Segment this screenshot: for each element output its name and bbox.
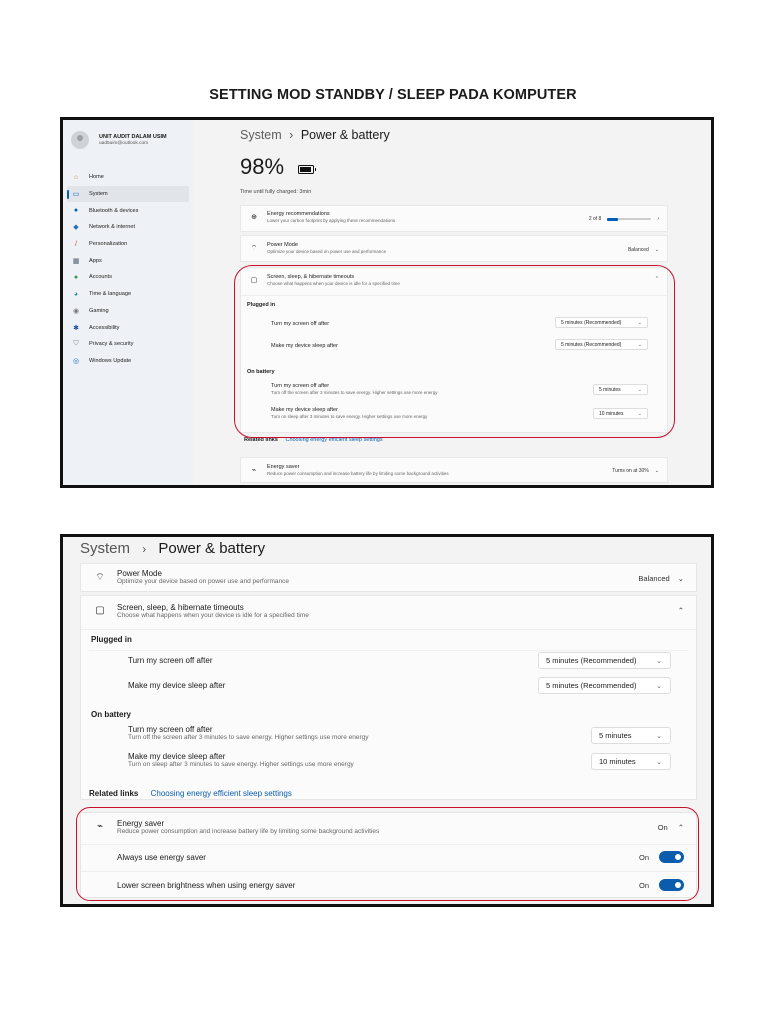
sidebar-item-label: Personalization (89, 241, 128, 248)
power-mode-value[interactable]: Balanced (638, 574, 670, 583)
user-email: uad5uim@outlook.com (99, 140, 149, 146)
plugged-screen-off-dropdown[interactable] (538, 652, 671, 669)
dropdown-value: 5 minutes (599, 386, 621, 393)
dropdown-value: 10 minutes (599, 757, 636, 766)
page-title: Power & battery (158, 540, 266, 557)
bluetooth-icon: ● (73, 207, 79, 215)
timeouts-title: Screen, sleep, & hibernate timeouts (267, 274, 355, 280)
on-battery-heading: On battery (91, 710, 132, 719)
sidebar-item-privacy[interactable] (67, 336, 189, 353)
related-links-label: Related links (89, 789, 139, 798)
sidebar-item-network[interactable] (67, 219, 189, 236)
breadcrumb-parent[interactable]: System (80, 540, 131, 557)
plugged-sleep-dropdown[interactable] (538, 677, 671, 694)
power-mode-card[interactable] (80, 563, 697, 592)
sidebar-item-home[interactable] (67, 169, 189, 186)
sidebar-item-label: Windows Update (89, 357, 132, 364)
energy-saver-title: Energy saver (117, 819, 165, 828)
chevron-right-icon: › (657, 216, 659, 222)
lower-brightness-label: Lower screen brightness when using energy saver (117, 881, 296, 890)
brush-icon: / (75, 240, 77, 248)
battery-percent: 98% (240, 154, 285, 179)
breadcrumb-separator: › (289, 128, 294, 142)
on-battery-heading: On battery (247, 369, 275, 375)
breadcrumb (80, 540, 265, 557)
sidebar-item-label: Network & internet (89, 224, 136, 231)
chevron-up-icon: ⌃ (677, 606, 684, 615)
chevron-down-icon: ⌄ (637, 386, 642, 393)
dropdown-value: 5 minutes (Recommended) (561, 341, 622, 348)
sidebar-item-bluetooth[interactable] (67, 202, 189, 219)
battery-screen-off-label: Turn my screen off after (128, 725, 213, 734)
sidebar-nav (67, 169, 189, 369)
sidebar-item-label: Time & language (89, 291, 132, 298)
plugged-in-heading: Plugged in (247, 302, 276, 308)
sidebar-item-label: Privacy & security (89, 341, 134, 348)
sidebar-item-label: Gaming (89, 307, 109, 314)
plugged-sleep-label: Make my device sleep after (271, 343, 338, 349)
battery-screen-off-dropdown[interactable] (591, 727, 671, 744)
related-link-sleep-settings[interactable]: Choosing energy efficient sleep settings (150, 789, 292, 798)
gamepad-icon: ◉ (72, 307, 80, 315)
power-mode-subtitle: Optimize your device based on power use and performance (117, 578, 289, 585)
dropdown-value: 10 minutes (599, 410, 624, 417)
power-mode-value[interactable]: Balanced (627, 247, 649, 253)
sidebar-item-label: Apps (89, 257, 102, 264)
screenshot-settings-zoomed (60, 534, 714, 907)
chevron-up-icon[interactable]: ⌃ (654, 276, 659, 282)
chevron-down-icon: ⌄ (637, 319, 642, 326)
chevron-down-icon: ⌄ (654, 468, 659, 474)
battery-icon (298, 165, 314, 174)
settings-sidebar (63, 120, 193, 485)
timeouts-card (80, 595, 697, 800)
energy-saver-icon: ⌁ (96, 821, 104, 832)
page-title: Power & battery (300, 128, 390, 142)
power-mode-card[interactable] (240, 235, 668, 262)
dropdown-value: 5 minutes (Recommended) (546, 681, 637, 690)
highlight-ring-timeouts (234, 265, 675, 438)
sidebar-item-label: Bluetooth & devices (89, 207, 139, 214)
battery-sleep-dropdown[interactable] (591, 753, 671, 770)
battery-sleep-subtitle: Turn on sleep after 3 minutes to save energy. Higher settings use more energy (128, 761, 354, 768)
lower-brightness-state: On (638, 880, 649, 890)
avatar (71, 131, 89, 149)
battery-screen-off-subtitle: Turn off the screen after 3 minutes to save energy. Higher settings use more energy (128, 734, 369, 741)
related-links (89, 789, 292, 798)
energy-recommendations-card[interactable] (240, 205, 668, 232)
power-mode-icon: ⌔ (95, 572, 105, 583)
energy-rec-progress-fill (607, 218, 618, 221)
plugged-screen-off-label: Turn my screen off after (128, 656, 213, 665)
monitor-sleep-icon: ▢ (250, 277, 258, 285)
always-saver-state: On (638, 852, 649, 862)
related-links-label: Related links (244, 437, 278, 443)
document-title: SETTING MOD STANDBY / SLEEP PADA KOMPUTER (209, 87, 577, 103)
chevron-down-icon: ⌄ (654, 247, 659, 253)
timeouts-title: Screen, sleep, & hibernate timeouts (117, 603, 244, 612)
wifi-icon: ◆ (73, 224, 79, 232)
energy-saver-value: Turns on at 30% (612, 468, 649, 474)
sidebar-item-time-language[interactable] (67, 286, 189, 303)
user-name: UNIT AUDIT DALAM USIM (99, 133, 167, 140)
accessibility-icon: ✱ (73, 324, 79, 332)
system-icon: ▭ (72, 191, 80, 199)
energy-rec-title: Energy recommendations (267, 211, 330, 217)
update-icon: ◎ (72, 357, 80, 365)
power-mode-subtitle: Optimize your device based on power use and performance (267, 248, 387, 254)
energy-saver-title: Energy saver (267, 464, 300, 470)
battery-screen-off-label: Turn my screen off after (271, 383, 330, 389)
energy-saver-subtitle: Reduce power consumption and increase battery life by limiting some background activities (267, 470, 449, 476)
sidebar-item-accounts[interactable] (67, 269, 189, 286)
dropdown-value: 5 minutes (Recommended) (546, 656, 637, 665)
energy-rec-progress-bar (607, 218, 651, 220)
chevron-down-icon: ⌄ (656, 657, 662, 665)
chevron-down-icon: ⌄ (656, 732, 662, 740)
timeouts-subtitle: Choose what happens when your device is idle for a specified time (117, 612, 309, 619)
chevron-down-icon: ⌄ (656, 758, 662, 766)
energy-saver-icon: ⌁ (251, 467, 257, 475)
sidebar-item-personalization[interactable] (67, 236, 189, 253)
energy-saver-value: On (657, 823, 668, 832)
sidebar-item-gaming[interactable] (67, 303, 189, 320)
user-profile[interactable] (71, 131, 167, 149)
sidebar-item-system[interactable] (67, 186, 189, 203)
globe-icon: ◕ (73, 290, 79, 298)
sidebar-item-windows-update[interactable] (67, 353, 189, 370)
battery-sleep-subtitle: Turn on sleep after 3 minutes to save energy. Higher settings use more energy (271, 413, 428, 419)
chevron-down-icon: ⌄ (637, 341, 642, 348)
energy-rec-subtitle: Lower your carbon footprint by applying these recommendations (267, 217, 396, 223)
energy-saver-subtitle: Reduce power consumption and increase battery life by limiting some background activities (117, 828, 380, 835)
timeouts-subtitle: Choose what happens when your device is idle for a specified time (267, 280, 400, 286)
home-icon: ⌂ (73, 173, 79, 181)
apps-icon: ▦ (72, 257, 80, 265)
sidebar-item-apps[interactable] (67, 252, 189, 269)
timeouts-header[interactable] (81, 596, 696, 628)
dropdown-value: 5 minutes (599, 731, 632, 740)
sidebar-item-label: System (89, 191, 108, 198)
account-icon: ● (73, 273, 79, 281)
power-mode-title: Power Mode (267, 242, 298, 248)
highlight-ring-energy-saver (76, 807, 699, 901)
energy-saver-card[interactable] (240, 457, 668, 483)
power-mode-title: Power Mode (117, 569, 162, 578)
energy-rec-progress-text: 2 of 8 (588, 216, 602, 222)
chevron-up-icon: ⌃ (677, 823, 684, 832)
breadcrumb-separator: › (142, 542, 147, 556)
battery-sleep-label: Make my device sleep after (128, 752, 226, 761)
screenshot-settings-full (60, 117, 714, 488)
plugged-sleep-label: Make my device sleep after (128, 681, 226, 690)
always-saver-label: Always use energy saver (117, 853, 206, 862)
chevron-down-icon: ⌄ (677, 574, 684, 583)
dropdown-value: 5 minutes (Recommended) (561, 319, 622, 326)
leaf-icon: ⊕ (251, 214, 257, 222)
plugged-screen-off-label: Turn my screen off after (271, 321, 330, 327)
related-link-sleep-settings[interactable]: Choosing energy efficient sleep settings (285, 437, 383, 443)
battery-sleep-label: Make my device sleep after (271, 407, 338, 413)
sidebar-item-accessibility[interactable] (67, 319, 189, 336)
chevron-down-icon: ⌄ (637, 410, 642, 417)
breadcrumb (240, 128, 390, 142)
sidebar-item-label: Home (89, 174, 104, 181)
power-mode-icon: ⌔ (250, 244, 258, 252)
charge-time: Time until fully charged: 3min (240, 189, 312, 195)
monitor-sleep-icon: ▢ (95, 605, 105, 616)
battery-screen-off-subtitle: Turn off the screen after 3 minutes to save energy. Higher settings use more energy (271, 389, 438, 395)
breadcrumb-parent[interactable]: System (240, 128, 282, 142)
chevron-down-icon: ⌄ (656, 682, 662, 690)
sidebar-item-label: Accessibility (89, 324, 120, 331)
shield-icon: ⛉ (73, 340, 79, 348)
plugged-in-heading: Plugged in (91, 635, 132, 644)
sidebar-item-label: Accounts (89, 274, 113, 281)
